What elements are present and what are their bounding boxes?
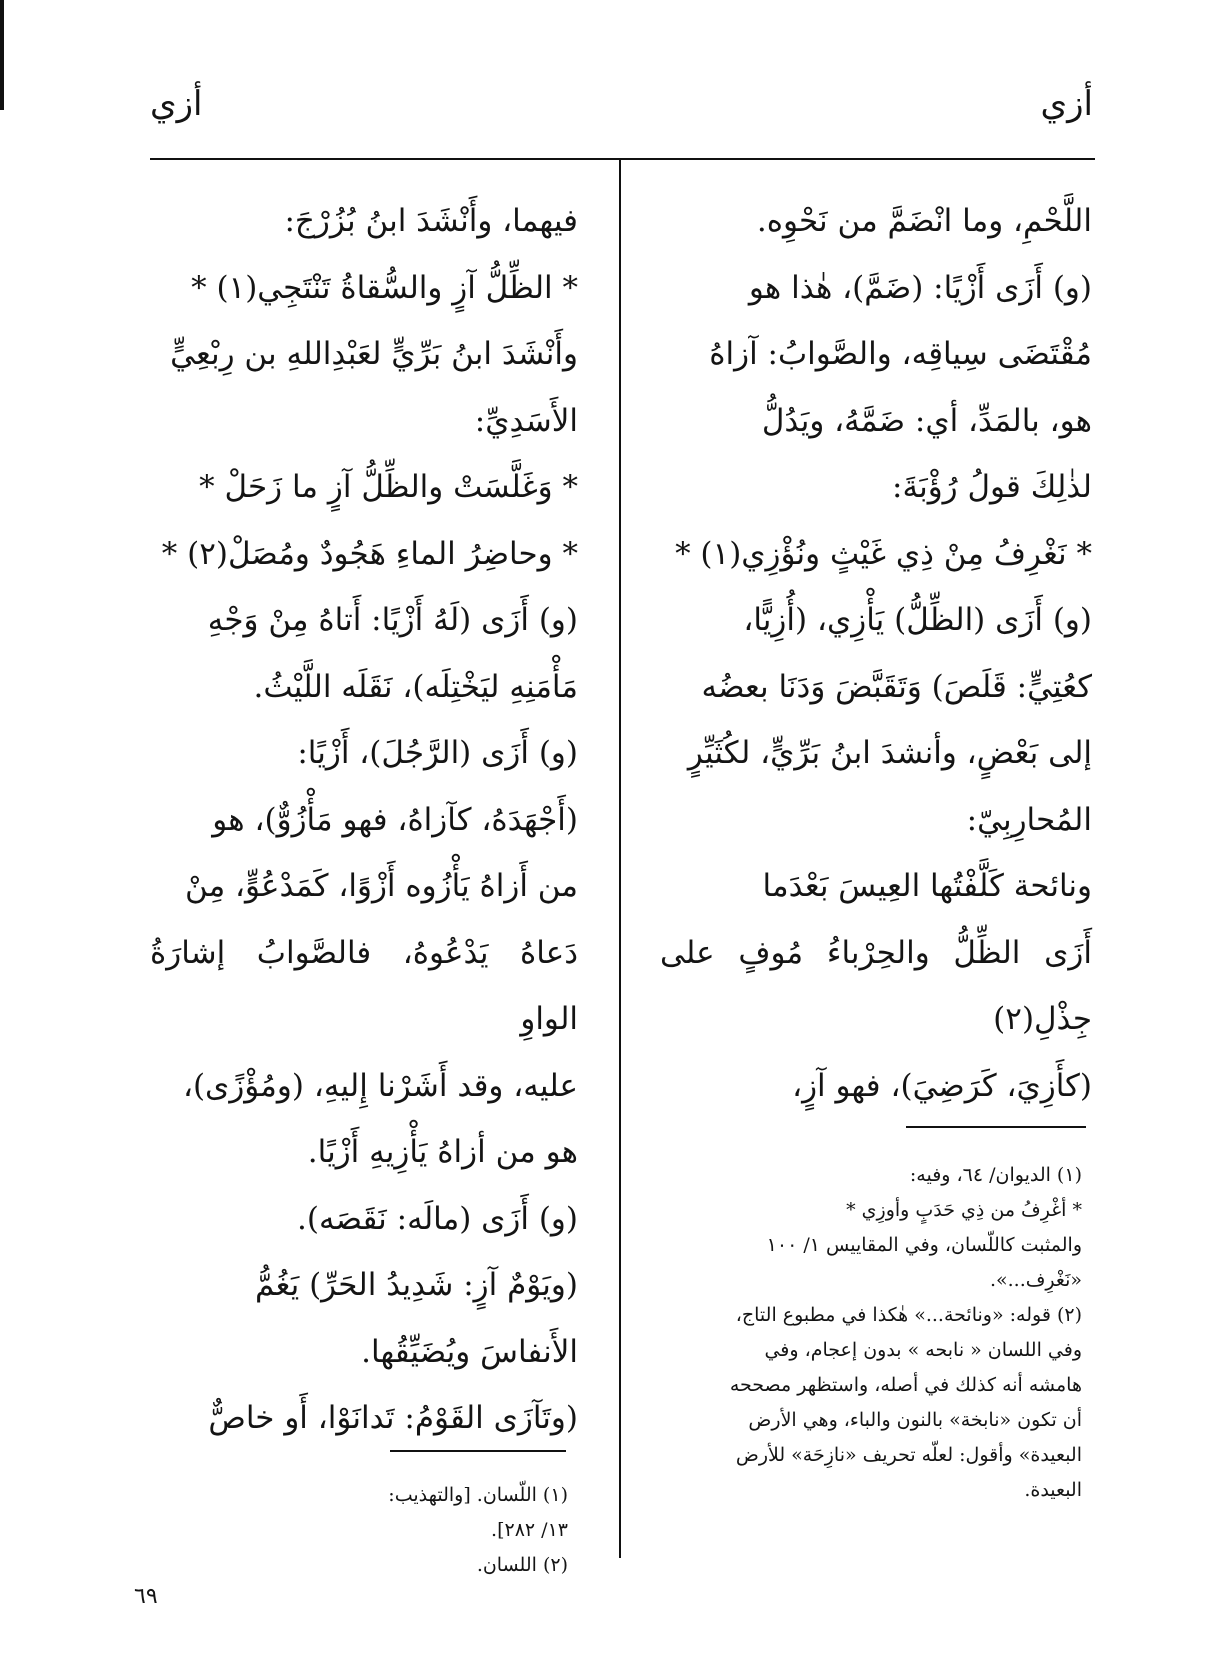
footnote-line: والمثبت كاللّسان، وفي المقاييس ١/ ١٠٠ (766, 1234, 1082, 1256)
footnote-line: هامشه أنه كذلك في أصله، واستظهر مصححه (729, 1374, 1082, 1396)
text-line: الأَسَدِيِّ: (474, 402, 578, 439)
left-column (150, 188, 578, 1452)
header-left-word: أزي (150, 84, 203, 124)
verse-line: ونائحة كَلَّفْتُها العِيسَ بَعْدَما (762, 868, 1092, 904)
footnote-rule-left (390, 1450, 566, 1452)
text-line: (و) أَزَى (لَهُ أَزْيًا: أَتاهُ مِنْ وَجْهِ (207, 602, 578, 638)
text-line: (ويَوْمٌ آزٍ: شَدِيدُ الحَرِّ) يَغُمُّ (255, 1267, 578, 1303)
footnote-line: البعيدة. (1024, 1479, 1082, 1501)
text-line: (أَجْهَدَهُ، كآزاهُ، فهو مَأْزُوٌّ)، هو (212, 801, 578, 838)
text-line: هو من أزاهُ يَأْزِيهِ أَزْيًا. (307, 1134, 578, 1170)
header-rule (150, 158, 1095, 160)
footnote-line: (٢) قوله: «ونائحة...» هٰكذا في مطبوع التاج، (735, 1304, 1082, 1326)
text-line: من أَزاهُ يَأْزُوه أَزْوًا، كَمَدْعُوٍّ، مِنْ (184, 868, 578, 904)
text-line: المُحارِبِيّ: (966, 801, 1092, 838)
verse-line: * الظِّلُّ آزٍ والسُّقاةُ تَنْتَجِي(١) * (191, 269, 578, 306)
text-line: فيهما، وأَنْشَدَ ابنُ بُزُرْجَ: (284, 203, 578, 239)
footnote-line: وفي اللسان « نابحه » بدون إعجام، وفي (764, 1339, 1082, 1361)
page-number: ٦٩ (134, 1584, 158, 1609)
text-line: (و) أَزَى (مالَه: نَقَصَه). (297, 1200, 578, 1237)
page-edge-mark (0, 0, 4, 110)
text-line: (و) أَزَى (الظِّلُّ) يَأْزِي، (أُزِيًّا، (743, 602, 1092, 638)
text-line: الأَنفاسَ ويُضَيِّقُها. (361, 1333, 578, 1370)
text-line: مَأْمَنِهِ ليَخْتِلَه)، نَقَلَه اللَّيْثُ. (253, 668, 578, 705)
text-line: (كأَزِيَ، كَرَضِيَ)، فهو آزٍ، (792, 1067, 1092, 1104)
text-line: (وتَآزَى القَوْمُ: تَدانَوْا، أَو خاصٌّ (208, 1400, 578, 1436)
verse-line: * وَغَلَّسَتْ والظِّلُّ آزٍ ما زَحَلْ * (199, 469, 578, 505)
column-divider (619, 158, 621, 1558)
footnote-line: أن تكون «نابخة» بالنون والباء، وهي الأرض (748, 1409, 1082, 1431)
left-footnotes (380, 1478, 568, 1583)
text-line: إلى بَعْضٍ، وأنشدَ ابنُ بَرِّيٍّ، لكُثَيِّرٍ (687, 735, 1092, 771)
text-line: كعُتِيٍّ: قَلَصَ) وَتَقَبَّضَ وَدَنَا بعضُه (701, 668, 1092, 705)
verse-line: أَزَى الظِّلُّ والحِرْباءُ مُوفٍ على جِذْلِ(٢) (660, 934, 1092, 1037)
text-line: هو، بالمَدِّ، أي: ضَمَّهُ، ويَدُلُّ (761, 402, 1092, 439)
text-line: (و) أَزَى أَزْيًا: (ضَمَّ)، هٰذا هو (748, 269, 1092, 306)
footnote-line: (١) الديوان/ ٦٤، وفيه: (909, 1164, 1082, 1186)
footnote-rule-right (906, 1126, 1086, 1128)
right-column (660, 188, 1092, 1119)
footnote-line: * أغْرِفُ من ذِي حَدَبٍ وأوزِي * (846, 1199, 1082, 1221)
text-line: اللَّحْمِ، وما انْضَمَّ من نَحْوِه. (756, 203, 1092, 239)
right-footnotes (650, 1158, 1082, 1508)
footnote-line: (٢) اللسان. (476, 1554, 568, 1576)
footnote-line: البعيدة» وأقول: لعلّه تحريف «نازِحَة» للأرض (735, 1444, 1082, 1466)
text-line: لذٰلِكَ قولُ رُؤْبَةَ: (892, 469, 1092, 505)
footnote-line: «نَغْرِف...». (989, 1269, 1082, 1291)
text-line: (و) أَزَى (الرَّجُلَ)، أَزْيًا: (297, 735, 578, 771)
verse-line: * نَغْرِفُ مِنْ ذِي غَيْثٍ ونُؤْزِي(١) * (675, 535, 1092, 572)
text-line: دَعاهُ يَدْعُوهُ، فالصَّوابُ إشارَةُ الواوِ (150, 934, 578, 1037)
text-line: عليه، وقد أَشَرْنا إِليهِ، (ومُؤْزًى)، (182, 1067, 578, 1104)
header-right-word: أزي (1040, 84, 1093, 124)
text-line: وأَنْشَدَ ابنُ بَرِّيٍّ لعَبْدِاللهِ بن رِبْعِيٍّ (170, 336, 578, 372)
footnote-line: (١) اللّسان. [والتهذيب: ١٣/ ٢٨٢]. (388, 1484, 568, 1541)
verse-line: * وحاضِرُ الماءِ هَجُودٌ ومُصَلْ(٢) * (161, 535, 578, 572)
text-line: مُقْتَضَى سِياقِه، والصَّوابُ: آزاهُ (709, 336, 1092, 372)
